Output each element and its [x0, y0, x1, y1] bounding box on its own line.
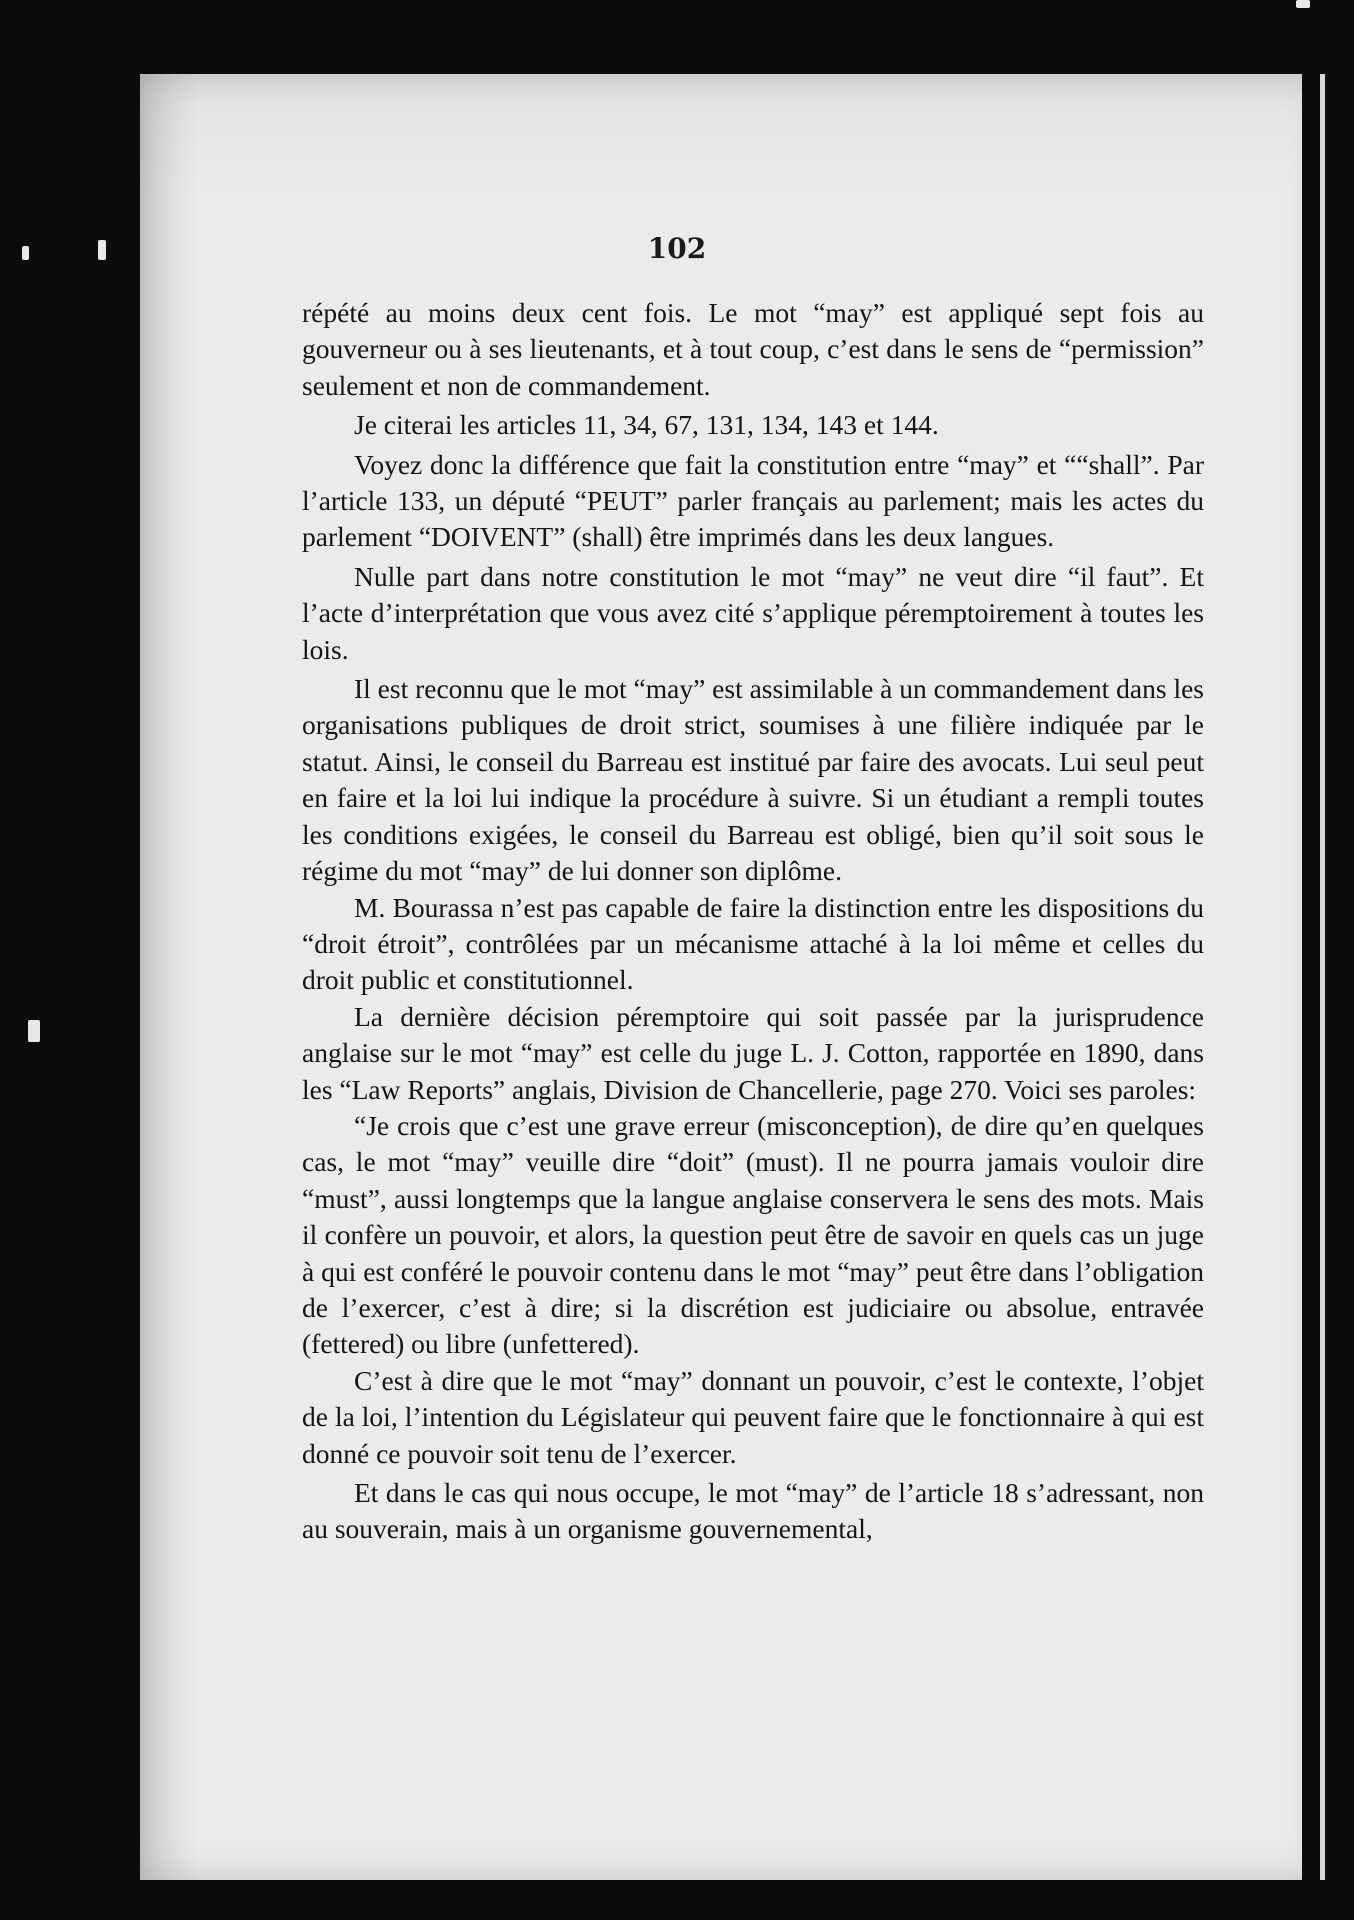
paragraph: Voyez donc la différence que fait la constitution entre “may” et ““shall”. Par l’article 133, un député “PEUT” parler français au parlement; mais les actes du parlement “DOIVENT” (shall) être imprimés dans les deux langues. [302, 448, 1204, 553]
paragraph: La dernière décision péremptoire qui soit passée par la jurisprudence anglaise sur le mot “may” est celle du juge L. J. Cotton, rapportée en 1890, dans les “Law Reports” anglais, Division de Chancellerie, page 270. Voici ses paroles: [302, 1000, 1204, 1105]
block-quote: “Je crois que c’est une grave erreur (misconception), de dire qu’en quelques cas, le mot “may” veuille dire “doit” (must). Il ne pourra jamais vouloir dire “must”, aussi longtemps que la langue anglaise conservera le sens des mots. Mais il confère un pouvoir, et alors, la question peut être de savoir en quels cas un juge à qui est conféré le pouvoir contenu dans le mot “may” peut être dans l’obligation de l’exercer, c’est à dire; si la discrétion est judiciaire ou absolue, entravée (fettered) ou libre (unfettered). [302, 1109, 1204, 1360]
right-gutter [1302, 74, 1354, 1880]
paragraph: répété au moins deux cent fois. Le mot “may” est appliqué sept fois au gouverneur ou à ses lieutenants, et à tout coup, c’est dans le sens de “permission” seulement et non de commandement. [302, 297, 1204, 401]
paragraph: Je citerai les articles 11, 34, 67, 131, 134, 143 et 144. [354, 409, 939, 441]
paragraph: Il est reconnu que le mot “may” est assimilable à un commandement dans les organisations publiques de droit strict, soumises à une filière indiquée par le statut. Ainsi, le conseil du Barreau est institué par faire des avocats. Lui seul peut en faire et la loi lui indique la procédure à suivre. Si un étudiant a rempli toutes les conditions exigées, le conseil du Barreau est obligé, bien qu’il soit sous le régime du mot “may” de lui donner son diplôme. [302, 673, 1204, 887]
body-text [302, 295, 1204, 1551]
paragraph: M. Bourassa n’est pas capable de faire la distinction entre les dispositions du “droit étroit”, contrôlées par un mécanisme attaché à la loi même et celles du droit public et constitutionnel. [302, 891, 1204, 996]
paragraph: Nulle part dans notre constitution le mot “may” ne veut dire “il faut”. Et l’acte d’interprétation que vous avez cité s’applique péremptoirement à toutes les lois. [302, 560, 1204, 665]
paragraph: Et dans le cas qui nous occupe, le mot “may” de l’article 18 s’adressant, non au souverain, mais à un organisme gouvernemental, [302, 1477, 1204, 1545]
margin-speck [1296, 0, 1310, 8]
page-number: 102 [647, 232, 707, 265]
margin-speck [28, 1020, 40, 1042]
page-edge-line [1320, 74, 1325, 1880]
paragraph: C’est à dire que le mot “may” donnant un pouvoir, c’est le contexte, l’objet de la loi, l’intention du Législateur qui peuvent faire que le fonctionnaire à qui est donné ce pouvoir soit tenu de l’exercer. [302, 1364, 1204, 1469]
